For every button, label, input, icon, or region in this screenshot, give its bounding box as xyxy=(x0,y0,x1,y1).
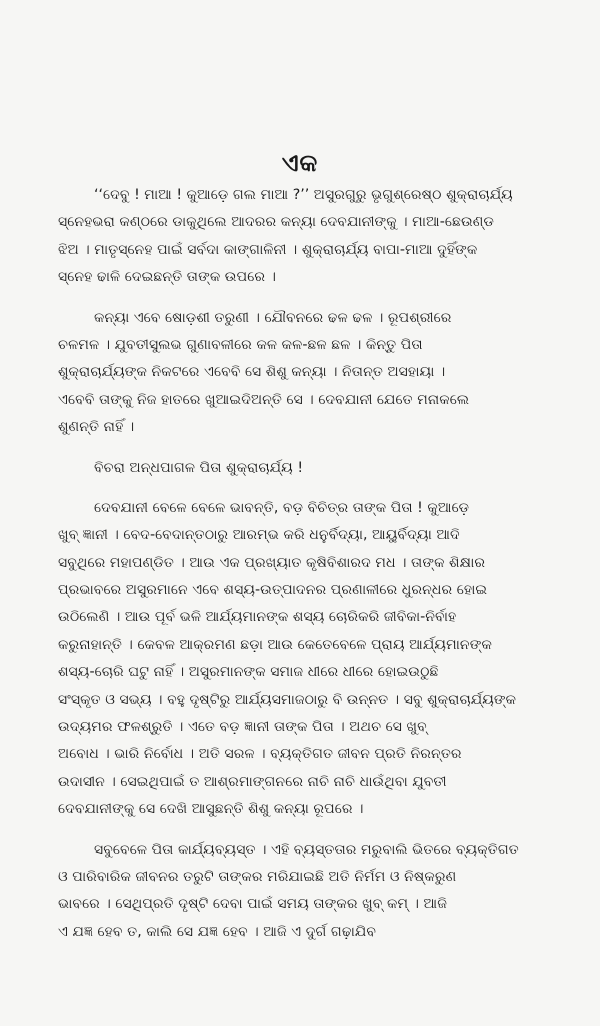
text-line: ଚଳମଳ । ଯୁବତୀସୁଲଭ ଗୁଣାବଳୀରେ କଳ କଳ-ଛଳ ଛଳ । କିନ୍ତୁ ପିତା xyxy=(58,336,423,353)
text-line: ଶୁକ୍ରାଚାର୍ଯ୍ୟଙ୍କ ନିକଟରେ ଏବେବି ସେ ଶିଶୁ କନ୍ୟା । ନିତାନ୍ତ ଅସହାୟା । xyxy=(58,364,446,381)
text-line: ଶୁଣନ୍ତି ନାହିଁ । xyxy=(58,419,135,436)
text-line: କନ୍ୟା ଏବେ ଷୋଡ଼ଶୀ ତରୁଣୀ । ଯୌବନରେ ଢଳ ଢଳ । ରୂପଶ୍ରୀରେ xyxy=(94,309,452,326)
chapter-body xyxy=(58,182,542,946)
text-line: ସବୁଥିରେ ମହାପଣ୍ଡିତ । ଆଉ ଏକ ପ୍ରଖ୍ୟାତ କୃଷିବିଶାରଦ ମଧ । ତାଙ୍କ ଶିକ୍ଷାର xyxy=(58,554,486,571)
text-line: ବିଚରା ଅନ୍ଧପାଗଳ ପିତା ଶୁକ୍ରାଚାର୍ଯ୍ୟ ! xyxy=(94,459,304,476)
text-line: ‘‘ଦେବୁ ! ମାଆ ! କୁଆଡ଼େ ଗଲ ମାଆ ?’’ ଅସୁରଗୁରୁ ଭୃଗୁଶ୍ରେଷ୍ଠ ଶୁକ୍ରାଚାର୍ଯ୍ୟ xyxy=(94,187,513,203)
chapter-title: ଏକ xyxy=(281,149,319,177)
text-line: ଉଦ୍ୟମର ଫଳଶ୍ରୁତି । ଏତେ ବଡ଼ ଜ୍ଞାନୀ ତାଙ୍କ ପିତା । ଅଥଚ ସେ ଖୁବ୍ xyxy=(58,719,427,736)
text-line: ଶସ୍ୟ-ଚୋରି ଘଟୁ ନାହିଁ । ଅସୁରମାନଙ୍କ ସମାଜ ଧୀରେ ଧୀରେ ହୋଇଉଠୁଛି xyxy=(58,664,439,681)
text-line: ଓ ପାରିବାରିକ ଜୀବନର ତରୁଟି ତାଙ୍କର ମରିଯାଇଛି ଅତି ନିର୍ମମ ଓ ନିଷ୍କରୁଣ xyxy=(58,868,457,885)
text-line: ସ୍ନେହ ଢାଳି ଦେଇଛନ୍ତି ତାଙ୍କ ଉପରେ । xyxy=(58,269,276,286)
text-line: ଝିଅ । ମାତୃସ୍ନେହ ପାଇଁ ସର୍ବଦା କାଙ୍ଗାଳିନୀ । ଶୁକ୍ରାଚାର୍ଯ୍ୟ ବାପା-ମାଆ ଦୁହିଁଙ୍କ xyxy=(58,241,478,258)
paragraph-4 xyxy=(58,495,542,824)
text-line: ଦେବଯାନୀ ବେଳେ ବେଳେ ଭାବନ୍ତି, ବଡ଼ ବିଚିତ୍ର ତାଙ୍କ ପିତା ! କୁଆଡ଼େ xyxy=(94,499,470,516)
paragraph-3 xyxy=(58,455,542,482)
paragraph-2 xyxy=(58,305,542,442)
text-line: ପ୍ରଭାବରେ ଅସୁରମାନେ ଏବେ ଶସ୍ୟ-ଉତ୍ପାଦନର ପ୍ରଣାଳୀରେ ଧୁରନ୍ଧର ହୋଇ xyxy=(58,582,488,599)
text-line: ଅବୋଧ । ଭାରି ନିର୍ବୋଧ । ଅତି ସରଳ । ବ୍ୟକ୍ତିଗତ ଜୀବନ ପ୍ରତି ନିରନ୍ତର xyxy=(58,746,462,763)
text-line: ଦେବଯାନୀଙ୍କୁ ସେ ଦେଖି ଆସୁଛନ୍ତି ଶିଶୁ କନ୍ୟା ରୂପରେ । xyxy=(58,801,364,818)
text-line: ସବୁବେଳେ ପିତା କାର୍ଯ୍ୟବ୍ୟସ୍ତ । ଏହି ବ୍ୟସ୍ତତାର ମରୁବାଲି ଭିତରେ ବ୍ୟକ୍ତିଗତ xyxy=(94,841,519,858)
paragraph-1 xyxy=(58,182,542,292)
text-line: ସଂସ୍କୃତ ଓ ସଭ୍ୟ । ବହୁ ଦୃଷ୍ଟିରୁ ଆର୍ଯ୍ୟସମାଜଠାରୁ ବି ଉନ୍ନତ । ସବୁ ଶୁକ୍ରାଚାର୍ଯ୍ୟଙ୍କ xyxy=(58,691,517,708)
text-line: ଉଠିଲେଣି । ଆଉ ପୂର୍ବ ଭଳି ଆର୍ଯ୍ୟମାନଙ୍କ ଶସ୍ୟ ଚୋରିକରି ଜୀବିକା-ନିର୍ବାହ xyxy=(58,609,457,626)
text-line: ଉଦାସୀନ । ସେଇଥିପାଇଁ ତ ଆଶ୍ରମାଙ୍ଗନରେ ନାଚି ନାଚି ଧାଉଁଥିବା ଯୁବତୀ xyxy=(58,773,447,790)
text-line: ଖୁବ୍ ଜ୍ଞାନୀ । ବେଦ-ବେଦାନ୍ତଠାରୁ ଆରମ୍ଭ କରି ଧନୁର୍ବିଦ୍ୟା, ଆୟୁର୍ବିଦ୍ୟା ଆଦି xyxy=(58,527,460,544)
text-line: ଏ ଯଜ୍ଞ ହେବ ତ, କାଲି ସେ ଯଜ୍ଞ ହେବ । ଆଜି ଏ ଦୁର୍ଗ ଗଢ଼ାଯିବ xyxy=(58,923,377,940)
text-line: ଭାବରେ । ସେଥିପ୍ରତି ଦୃଷ୍ଟି ଦେବା ପାଇଁ ସମୟ ତାଙ୍କର ଖୁବ୍ କମ୍ । ଆଜି xyxy=(58,896,448,913)
text-line: କରୁନାହାନ୍ତି । କେବଳ ଆକ୍ରମଣ ଛଡ଼ା ଆଉ କେତେବେଳେ ପ୍ରାୟ ଆର୍ଯ୍ୟମାନଙ୍କ xyxy=(58,636,492,653)
text-line: ଏବେବି ତାଙ୍କୁ ନିଜ ହାତରେ ଖୁଆଇଦିଅନ୍ତି ସେ । ଦେବଯାନୀ ଯେତେ ମନାକଲେ xyxy=(58,391,470,408)
paragraph-5 xyxy=(58,837,542,947)
text-line: ସ୍ନେହଭରା କଣ୍ଠରେ ଡାକୁଥିଲେ ଆଦରର କନ୍ୟା ଦେବଯାନୀଙ୍କୁ । ମାଆ-ଛେଉଣ୍ଡ xyxy=(58,214,495,231)
